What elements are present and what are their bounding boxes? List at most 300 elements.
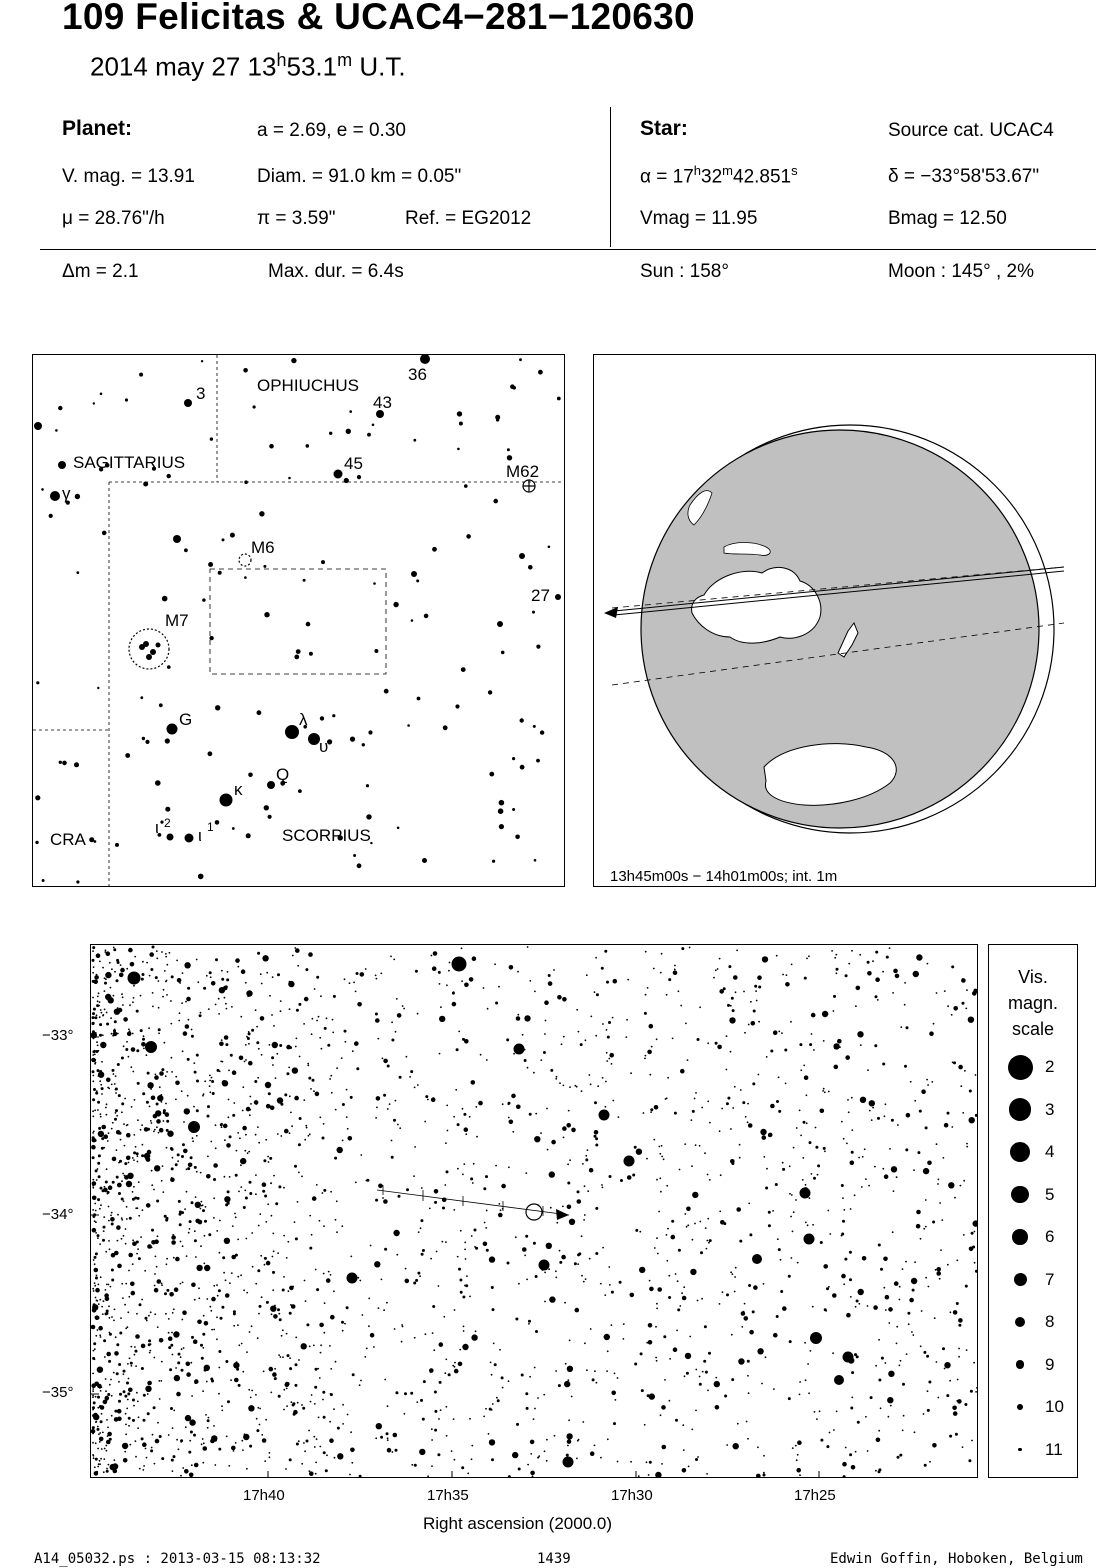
chart-star — [561, 1043, 563, 1045]
chart-star — [457, 1168, 459, 1170]
chart-star — [845, 1055, 850, 1060]
chart-star — [126, 968, 128, 970]
chart-star — [971, 1440, 973, 1442]
ra-tick-17h25: 17h25 — [794, 1487, 836, 1504]
chart-star — [129, 1444, 131, 1446]
chart-star — [104, 977, 106, 979]
chart-star — [676, 1330, 678, 1332]
chart-star — [976, 1387, 978, 1389]
finder-star — [353, 854, 356, 857]
finder-star — [246, 833, 251, 838]
chart-star — [282, 1356, 284, 1358]
chart-star — [715, 1377, 717, 1379]
chart-star — [534, 1136, 540, 1142]
chart-star — [465, 1133, 467, 1135]
finder-star — [512, 757, 515, 760]
dec-tick-35: −35° — [42, 1384, 74, 1401]
chart-star — [188, 1232, 190, 1234]
chart-star — [102, 1015, 104, 1017]
chart-star — [271, 1014, 273, 1016]
chart-star — [224, 997, 226, 999]
finder-star — [349, 410, 352, 413]
chart-star — [208, 1417, 210, 1419]
chart-star — [760, 1129, 766, 1135]
chart-star — [432, 1305, 435, 1308]
chart-star — [530, 1440, 535, 1445]
chart-star — [307, 1064, 309, 1066]
chart-star — [141, 1042, 146, 1047]
chart-star — [150, 1245, 152, 1247]
legend-dot-mag-2 — [1008, 1055, 1033, 1080]
chart-star — [398, 1195, 401, 1198]
chart-star — [512, 1131, 514, 1133]
chart-star — [851, 1129, 853, 1131]
chart-star — [437, 1453, 440, 1456]
chart-star — [132, 1419, 135, 1422]
chart-star — [749, 1233, 752, 1236]
chart-star — [684, 1375, 686, 1377]
chart-star — [453, 1209, 455, 1211]
chart-star — [843, 1138, 845, 1140]
chart-star — [145, 1386, 151, 1392]
chart-star — [644, 1424, 646, 1426]
chart-star — [896, 1343, 898, 1345]
chart-star — [458, 1268, 461, 1271]
dec-axis-label-wrap — [0, 1080, 24, 1280]
chart-star — [707, 1174, 709, 1176]
chart-bright-star — [843, 1352, 854, 1363]
chart-star — [347, 1414, 349, 1416]
chart-star — [196, 1265, 202, 1271]
chart-star — [111, 1033, 113, 1035]
chart-star — [334, 1157, 337, 1160]
chart-star — [971, 1232, 974, 1235]
chart-star — [162, 1165, 164, 1167]
chart-star — [907, 1312, 910, 1315]
chart-star — [327, 1044, 330, 1047]
chart-star — [383, 1309, 385, 1311]
chart-star — [282, 1289, 285, 1292]
chart-star — [211, 981, 216, 986]
chart-star — [266, 1301, 269, 1304]
chart-star — [550, 1207, 552, 1209]
chart-star — [584, 1214, 586, 1216]
chart-star — [99, 1001, 101, 1003]
chart-star — [778, 1248, 781, 1251]
chart-star — [128, 1388, 133, 1393]
chart-star — [93, 1259, 95, 1261]
chart-star — [867, 1305, 869, 1307]
chart-star — [137, 1427, 139, 1429]
finder-star — [306, 444, 310, 448]
chart-star — [247, 995, 249, 997]
chart-star — [242, 1086, 244, 1088]
chart-star — [548, 981, 553, 986]
chart-star — [297, 1201, 299, 1203]
chart-star — [133, 1134, 135, 1136]
chart-star — [892, 992, 894, 994]
chart-star — [156, 1119, 161, 1124]
chart-star — [590, 1016, 592, 1018]
ra-axis-label: Right ascension (2000.0) — [423, 1514, 613, 1533]
chart-star — [134, 1346, 136, 1348]
chart-star — [768, 1224, 771, 1227]
chart-star — [924, 1464, 927, 1467]
chart-star — [880, 1268, 883, 1271]
chart-star — [727, 1097, 730, 1100]
chart-star — [348, 1136, 353, 1141]
chart-star — [283, 1235, 285, 1237]
chart-star — [164, 1292, 167, 1295]
chart-bright-star — [800, 1188, 811, 1199]
chart-star — [155, 1439, 160, 1444]
chart-star — [215, 958, 218, 961]
chart-star — [708, 1352, 711, 1355]
chart-star — [396, 1254, 398, 1256]
chart-star — [95, 1210, 97, 1212]
chart-star — [181, 1369, 184, 1372]
chart-star — [216, 1338, 218, 1340]
chart-star — [145, 1448, 147, 1450]
chart-star — [532, 1476, 534, 1478]
chart-star — [105, 972, 111, 978]
chart-star — [697, 1038, 700, 1041]
finder-star — [519, 358, 522, 361]
chart-star — [213, 1285, 215, 1287]
legend-dot-mag-8 — [1015, 1317, 1026, 1328]
chart-star — [125, 1228, 127, 1230]
chart-star — [272, 1289, 274, 1291]
chart-star — [544, 1301, 546, 1303]
chart-star — [669, 1358, 671, 1360]
chart-star — [707, 1042, 709, 1044]
chart-star — [418, 1231, 420, 1233]
chart-star — [411, 1464, 413, 1466]
chart-star — [248, 1031, 250, 1033]
chart-star — [914, 1100, 916, 1102]
chart-star — [680, 1069, 685, 1074]
chart-star — [93, 1401, 96, 1404]
chart-star — [283, 1409, 285, 1411]
finder-star — [357, 475, 361, 479]
finder-star — [538, 370, 543, 375]
chart-star — [797, 1454, 799, 1456]
chart-star — [770, 1050, 773, 1053]
chart-star — [768, 1135, 770, 1137]
chart-star — [582, 1421, 584, 1423]
chart-star — [692, 1239, 694, 1241]
chart-star — [150, 1120, 152, 1122]
chart-star — [399, 1127, 401, 1129]
chart-star — [559, 1082, 561, 1084]
chart-star — [245, 1134, 247, 1136]
chart-star — [161, 1284, 163, 1286]
chart-star — [923, 1168, 929, 1174]
chart-star — [445, 1359, 447, 1361]
chart-star — [929, 1031, 934, 1036]
chart-star — [92, 980, 95, 983]
chart-star — [223, 1124, 228, 1129]
finder-star — [208, 751, 213, 756]
chart-star — [295, 1384, 298, 1387]
chart-star — [163, 989, 165, 991]
chart-star — [322, 1137, 325, 1140]
chart-star — [170, 1000, 172, 1002]
chart-star — [333, 995, 336, 998]
chart-star — [869, 1110, 871, 1112]
finder-star — [303, 579, 306, 582]
chart-star — [344, 1323, 346, 1325]
chart-star — [623, 1338, 625, 1340]
chart-star — [444, 1372, 446, 1374]
chart-star — [766, 1168, 768, 1170]
chart-star — [131, 1047, 136, 1052]
chart-star — [623, 1323, 625, 1325]
chart-star — [120, 1139, 122, 1141]
chart-star — [414, 1464, 417, 1467]
chart-star — [309, 1471, 314, 1476]
chart-star — [194, 1463, 199, 1468]
chart-star — [142, 1092, 145, 1095]
chart-star — [376, 1423, 382, 1429]
finder-star — [150, 649, 156, 655]
chart-star — [272, 976, 274, 978]
ra-s-unit: s — [791, 163, 798, 178]
chart-star — [131, 962, 134, 965]
chart-star — [326, 1454, 328, 1456]
chart-star — [851, 1371, 854, 1374]
chart-star — [111, 1395, 113, 1397]
chart-star — [173, 1331, 179, 1337]
finder-star — [320, 716, 324, 720]
chart-star — [299, 1117, 302, 1120]
legend-label-mag-4: 4 — [1045, 1142, 1055, 1161]
chart-star — [120, 1317, 122, 1319]
finder-star — [35, 841, 38, 844]
chart-star — [98, 1463, 100, 1465]
chart-star — [105, 1107, 107, 1109]
chart-star — [441, 1241, 443, 1243]
chart-star — [105, 994, 111, 1000]
planet-heading: Planet: — [62, 117, 133, 140]
chart-star — [500, 1209, 502, 1211]
chart-star — [888, 1416, 890, 1418]
chart-star — [95, 1458, 98, 1461]
chart-star — [132, 1191, 134, 1193]
chart-bright-star — [347, 1273, 358, 1284]
chart-star — [464, 1249, 466, 1251]
chart-star — [283, 1187, 285, 1189]
chart-star — [99, 1299, 101, 1301]
chart-star — [225, 1360, 228, 1363]
chart-star — [116, 1176, 119, 1179]
chart-star — [942, 1347, 945, 1350]
chart-star — [511, 1094, 516, 1099]
chart-star — [305, 1125, 307, 1127]
chart-star — [820, 1439, 823, 1442]
chart-star — [309, 1346, 311, 1348]
chart-star — [795, 1445, 797, 1447]
chart-star — [799, 1043, 802, 1046]
chart-star — [786, 974, 788, 976]
chart-star — [956, 1302, 959, 1305]
chart-star — [93, 966, 95, 968]
chart-star — [96, 954, 98, 956]
chart-star — [875, 951, 878, 954]
chart-star — [165, 1103, 167, 1105]
chart-star — [148, 1339, 151, 1342]
chart-star — [841, 1121, 843, 1123]
chart-star — [498, 986, 500, 988]
finder-star — [269, 444, 274, 449]
chart-star — [210, 1310, 212, 1312]
chart-star — [294, 1096, 299, 1101]
chart-star — [97, 1367, 103, 1373]
dec-tick-33: −33° — [42, 1027, 74, 1044]
chart-star — [181, 1319, 183, 1321]
chart-star — [207, 1419, 210, 1422]
chart-star — [571, 1396, 573, 1398]
chart-star — [883, 1287, 885, 1289]
chart-star — [563, 1036, 565, 1038]
chart-star — [691, 1165, 693, 1167]
chart-star — [439, 1342, 444, 1347]
chart-star — [257, 1269, 260, 1272]
finder-star — [267, 781, 275, 789]
chart-star — [433, 1349, 435, 1351]
chart-star — [223, 1272, 225, 1274]
chart-star — [103, 1230, 105, 1232]
chart-star — [119, 973, 124, 978]
finder-star — [209, 636, 213, 640]
chart-star — [701, 1107, 703, 1109]
chart-star — [151, 1096, 156, 1101]
chart-star — [697, 1300, 699, 1302]
star-right-ascension — [640, 163, 798, 188]
chart-star — [97, 1101, 100, 1104]
chart-star — [832, 1352, 834, 1354]
chart-star — [581, 1090, 583, 1092]
chart-star — [897, 1456, 900, 1459]
chart-star — [191, 1395, 193, 1397]
chart-star — [100, 1084, 102, 1086]
chart-star — [765, 1356, 767, 1358]
chart-star — [829, 1233, 831, 1235]
chart-star — [186, 1168, 188, 1170]
chart-star — [699, 1221, 701, 1223]
chart-star — [932, 1443, 937, 1448]
chart-star — [442, 1207, 445, 1210]
chart-star — [454, 1459, 456, 1461]
chart-star — [114, 1118, 117, 1121]
chart-star — [124, 1451, 126, 1453]
chart-star — [486, 1249, 489, 1252]
chart-star — [304, 1139, 306, 1141]
chart-star — [498, 1213, 503, 1218]
chart-star — [105, 1390, 107, 1392]
chart-star — [495, 1165, 497, 1167]
finder-star — [93, 402, 95, 404]
chart-star — [172, 1354, 174, 1356]
chart-star — [152, 1006, 154, 1008]
chart-star — [449, 962, 451, 964]
chart-star — [240, 1158, 246, 1164]
chart-star — [410, 1392, 413, 1395]
chart-star — [240, 1186, 242, 1188]
chart-star — [829, 1432, 831, 1434]
chart-star — [250, 1103, 252, 1105]
chart-star — [475, 1330, 477, 1332]
chart-star — [115, 1336, 117, 1338]
label-scorpius: SCORPIUS — [282, 826, 371, 845]
chart-star — [308, 1135, 310, 1137]
chart-star — [187, 987, 190, 990]
chart-star — [259, 1408, 261, 1410]
chart-star — [773, 1333, 778, 1338]
chart-star — [940, 1249, 942, 1251]
m7-cluster-outline — [129, 629, 169, 669]
chart-star — [122, 1297, 124, 1299]
chart-star — [180, 1441, 182, 1443]
chart-star — [634, 1363, 637, 1366]
chart-star — [337, 1453, 343, 1459]
label-star-45: 45 — [344, 454, 363, 473]
chart-star — [589, 1074, 591, 1076]
info-divider-horizontal — [40, 249, 1096, 250]
chart-star — [754, 985, 757, 988]
chart-star — [378, 1307, 380, 1309]
chart-star — [955, 1433, 958, 1436]
chart-star — [191, 1035, 194, 1038]
chart-star — [159, 1435, 162, 1438]
chart-star — [668, 1275, 670, 1277]
chart-star — [626, 1019, 628, 1021]
chart-star — [803, 1121, 806, 1124]
chart-star — [105, 1251, 107, 1253]
finder-star — [167, 474, 171, 478]
chart-star — [271, 1215, 273, 1217]
chart-star — [793, 1147, 795, 1149]
chart-star — [478, 1101, 483, 1106]
legend-title-line1: Vis. — [1018, 967, 1048, 987]
chart-star — [249, 1445, 252, 1448]
chart-star — [882, 971, 884, 973]
chart-star — [260, 1016, 265, 1021]
chart-star — [228, 1116, 230, 1118]
chart-star — [535, 1113, 537, 1115]
chart-star — [966, 1146, 968, 1148]
chart-star — [132, 1033, 134, 1035]
chart-star — [741, 1326, 743, 1328]
finder-star — [520, 718, 524, 722]
chart-star — [355, 991, 357, 993]
chart-star — [100, 1187, 103, 1190]
chart-star — [180, 1356, 182, 1358]
chart-star — [272, 1372, 277, 1377]
finder-star — [499, 800, 505, 806]
chart-star — [289, 1367, 292, 1370]
chart-star — [933, 1023, 935, 1025]
chart-star — [127, 1032, 132, 1037]
chart-star — [757, 975, 762, 980]
chart-star — [342, 1140, 344, 1142]
chart-star — [97, 1466, 99, 1468]
chart-star — [911, 1278, 917, 1284]
chart-star — [964, 1403, 967, 1406]
chart-star — [648, 1340, 653, 1345]
chart-star — [92, 1016, 95, 1019]
legend-dot-mag-7 — [1014, 1273, 1027, 1286]
